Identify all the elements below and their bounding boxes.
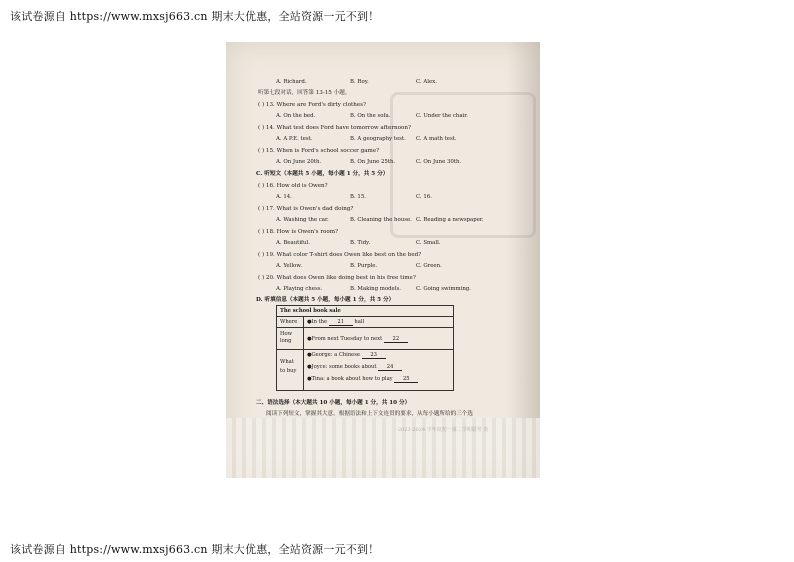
q20-option-b: B. Making models.	[350, 286, 401, 292]
buy-row-tina: ●Tina: a book about how to play 25	[307, 376, 418, 383]
q19-stem: ( ) 19. What color T-shirt does Owen like best on the bed?	[258, 252, 422, 258]
q14-option-c: C. A math test.	[416, 136, 457, 142]
scanned-exam-page	[226, 42, 540, 478]
q15-option-b: B. On June 25th.	[350, 159, 396, 165]
bottom-banner: 该试卷源自 https://www.mxsj663.cn 期末大优惠，全站资源一元不到！	[10, 543, 380, 556]
q16-option-a: A. 14.	[276, 194, 292, 200]
q18-option-b: B. Tidy.	[350, 240, 371, 246]
q20-option-a: A. Playing chess.	[276, 286, 323, 292]
q14-option-b: B. A geography test.	[350, 136, 406, 142]
how-long-value: ●From next Tuesday to next 22	[307, 336, 408, 343]
blank-25: 25	[394, 376, 418, 383]
where-label: Where	[280, 319, 298, 325]
blank-21: 21	[329, 319, 353, 326]
blank-24: 24	[378, 364, 402, 371]
q16-option-b: B. 15.	[350, 194, 366, 200]
buy-row-joyce: ●Joyce: some books about 24	[307, 364, 402, 371]
q17-option-b: B. Cleaning the house.	[350, 217, 412, 223]
where-value: ●In the 21 hall	[307, 319, 365, 325]
q13-option-b: B. On the sofa.	[350, 113, 391, 119]
q18-stem: ( ) 18. How is Owen's room?	[258, 229, 339, 235]
blank-23: 23	[362, 352, 386, 359]
q17-stem: ( ) 17. What is Owen's dad doing?	[258, 206, 354, 212]
instruction-dialogue-7: 听第七段对话，回答第 13-15 小题。	[258, 90, 351, 96]
q12-option-b: B. Roy.	[350, 79, 369, 85]
table-title: The school book sale	[280, 308, 341, 314]
section-d-heading: D. 听填信息（本题共 5 小题，每小题 1 分，共 5 分）	[256, 297, 395, 303]
q20-stem: ( ) 20. What does Owen like doing best in his free time?	[258, 275, 416, 281]
q16-option-c: C. 16.	[416, 194, 432, 200]
q20-option-c: C. Going swimming.	[416, 286, 471, 292]
q15-option-a: A. On June 20th.	[276, 159, 322, 165]
section-2-instruction: 阅读下列短文，掌握其大意，根据语法和上下文连贯的要求，从每小题所给的三个选	[266, 411, 473, 417]
q13-option-c: C. Under the chair.	[416, 113, 468, 119]
q18-option-c: C. Small.	[416, 240, 441, 246]
blank-22: 22	[384, 336, 408, 343]
q18-option-a: A. Beautiful.	[276, 240, 310, 246]
q17-option-c: C. Reading a newspaper.	[416, 217, 484, 223]
book-sale-table	[276, 305, 454, 391]
page-edge-shadow	[506, 42, 540, 478]
top-banner: 该试卷源自 https://www.mxsj663.cn 期末大优惠，全站资源一元不到！	[10, 10, 380, 23]
q14-option-a: A. A P.E. test.	[276, 136, 313, 142]
q16-stem: ( ) 16. How old is Owen?	[258, 183, 328, 189]
q13-stem: ( ) 13. Where are Ford's dirty clothes?	[258, 102, 367, 108]
q13-option-a: A. On the bed.	[276, 113, 316, 119]
scan-noise-bottom	[226, 418, 540, 478]
q14-stem: ( ) 14. What test does Ford have tomorrow afternoon?	[258, 125, 411, 131]
q15-option-c: C. On June 30th.	[416, 159, 462, 165]
q17-option-a: A. Washing the car.	[276, 217, 329, 223]
what-to-buy-label: What to buy	[280, 359, 297, 374]
q19-option-a: A. Yellow.	[276, 263, 302, 269]
section-c-heading: C. 听短文（本题共 5 小题，每小题 1 分，共 5 分）	[256, 171, 389, 177]
q12-option-c: C. Alex.	[416, 79, 437, 85]
q15-stem: ( ) 15. When is Ford's school soccer game?	[258, 148, 380, 154]
how-long-label: How long	[280, 331, 293, 344]
buy-row-george: ●George: a Chinese 23	[307, 352, 386, 359]
q19-option-c: C. Green.	[416, 263, 442, 269]
q19-option-b: B. Purple.	[350, 263, 378, 269]
q12-option-a: A. Richard.	[276, 79, 307, 85]
section-2-heading: 二、语法选择（本大题共 10 小题，每小题 1 分，共 10 分）	[256, 400, 411, 406]
